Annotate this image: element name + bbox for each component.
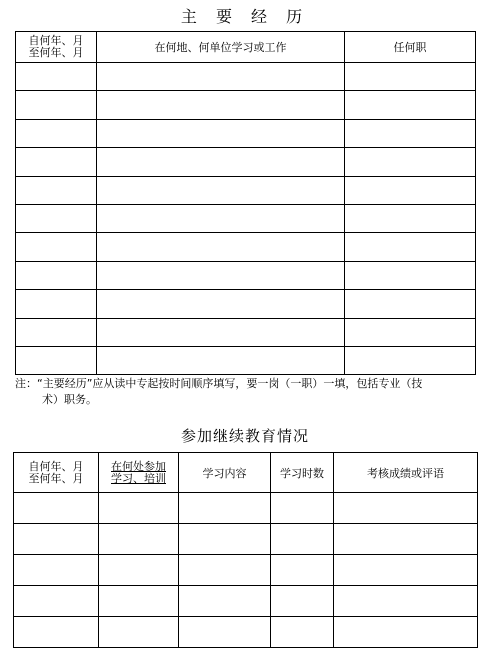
header-training-place (99, 453, 179, 493)
table-cell[interactable] (97, 346, 345, 374)
header-position: 任何职 (345, 32, 476, 63)
table-row (16, 204, 476, 232)
header-time-period (16, 32, 97, 63)
header-time-to: 至何年、月 (28, 46, 84, 59)
continuing-education-table (13, 452, 478, 648)
table-cell[interactable] (16, 91, 97, 119)
table-cell[interactable] (271, 617, 334, 648)
table-cell[interactable] (16, 148, 97, 176)
header-where-line1: 在何处参加 (111, 459, 166, 473)
table-row (16, 176, 476, 204)
table-cell[interactable] (179, 524, 271, 555)
table-header-row (16, 32, 476, 63)
table-cell[interactable] (16, 176, 97, 204)
table-cell[interactable] (14, 617, 99, 648)
main-experience-title: 主 要 经 历 (180, 7, 310, 26)
table-cell[interactable] (179, 586, 271, 617)
table-cell[interactable] (14, 493, 99, 524)
table-row (16, 261, 476, 289)
table-row (16, 63, 476, 91)
table-row (16, 233, 476, 261)
table-row (16, 318, 476, 346)
table-cell[interactable] (16, 346, 97, 374)
table-cell[interactable] (345, 346, 476, 374)
table-cell[interactable] (14, 555, 99, 586)
table-cell[interactable] (99, 524, 179, 555)
table-cell[interactable] (271, 586, 334, 617)
table-cell[interactable] (97, 148, 345, 176)
table-cell[interactable] (99, 586, 179, 617)
table-cell[interactable] (345, 204, 476, 232)
table-cell[interactable] (16, 204, 97, 232)
table-cell[interactable] (99, 617, 179, 648)
table-row (14, 617, 478, 648)
header-evaluation: 考核成绩或评语 (334, 453, 478, 493)
table-cell[interactable] (97, 91, 345, 119)
main-experience-table (15, 31, 476, 375)
instruction-note (15, 376, 477, 408)
table-cell[interactable] (97, 176, 345, 204)
table-row (16, 91, 476, 119)
table-cell[interactable] (179, 555, 271, 586)
table-cell[interactable] (345, 119, 476, 147)
table-cell[interactable] (271, 524, 334, 555)
table-cell[interactable] (345, 148, 476, 176)
table-cell[interactable] (345, 290, 476, 318)
header-time-from: 自何年、月 (28, 459, 84, 473)
table-cell[interactable] (97, 318, 345, 346)
continuing-education-title: 参加继续教育情况 (180, 427, 309, 445)
table-cell[interactable] (345, 176, 476, 204)
header-time-from: 自何年、月 (28, 34, 84, 47)
table-cell[interactable] (97, 290, 345, 318)
table-cell[interactable] (97, 119, 345, 147)
table-row (16, 119, 476, 147)
experience-rows (16, 63, 476, 375)
header-time-period (14, 453, 99, 493)
table-cell[interactable] (345, 233, 476, 261)
table-cell[interactable] (334, 493, 478, 524)
table-cell[interactable] (16, 290, 97, 318)
table-cell[interactable] (14, 524, 99, 555)
table-cell[interactable] (99, 493, 179, 524)
table-cell[interactable] (97, 63, 345, 91)
table-cell[interactable] (345, 63, 476, 91)
table-cell[interactable] (16, 63, 97, 91)
table-cell[interactable] (345, 261, 476, 289)
table-row (14, 555, 478, 586)
header-hours: 学习时数 (271, 453, 334, 493)
table-cell[interactable] (99, 555, 179, 586)
table-row (14, 524, 478, 555)
table-cell[interactable] (334, 555, 478, 586)
table-row (16, 148, 476, 176)
table-cell[interactable] (16, 119, 97, 147)
table-cell[interactable] (271, 493, 334, 524)
table-row (16, 290, 476, 318)
table-row (14, 493, 478, 524)
table-row (16, 346, 476, 374)
header-content: 学习内容 (179, 453, 271, 493)
table-cell[interactable] (345, 91, 476, 119)
table-row (14, 586, 478, 617)
table-cell[interactable] (16, 318, 97, 346)
table-header-row (14, 453, 478, 493)
table-cell[interactable] (334, 586, 478, 617)
table-cell[interactable] (345, 318, 476, 346)
table-cell[interactable] (97, 261, 345, 289)
education-rows (14, 493, 478, 648)
table-cell[interactable] (14, 586, 99, 617)
note-line-1: 注：“主要经历”应从读中专起按时间顺序填写，要一岗（一职）一填，包括专业（技 (15, 377, 423, 390)
table-cell[interactable] (16, 233, 97, 261)
header-place: 在何地、何单位学习或工作 (97, 32, 345, 63)
table-cell[interactable] (97, 233, 345, 261)
table-cell[interactable] (334, 524, 478, 555)
table-cell[interactable] (179, 617, 271, 648)
table-cell[interactable] (271, 555, 334, 586)
table-cell[interactable] (97, 204, 345, 232)
header-where-line2: 学习、培训 (111, 471, 166, 485)
table-cell[interactable] (334, 617, 478, 648)
note-line-2: 术）职务。 (42, 393, 97, 406)
table-cell[interactable] (179, 493, 271, 524)
table-cell[interactable] (16, 261, 97, 289)
header-time-to: 至何年、月 (28, 471, 84, 485)
